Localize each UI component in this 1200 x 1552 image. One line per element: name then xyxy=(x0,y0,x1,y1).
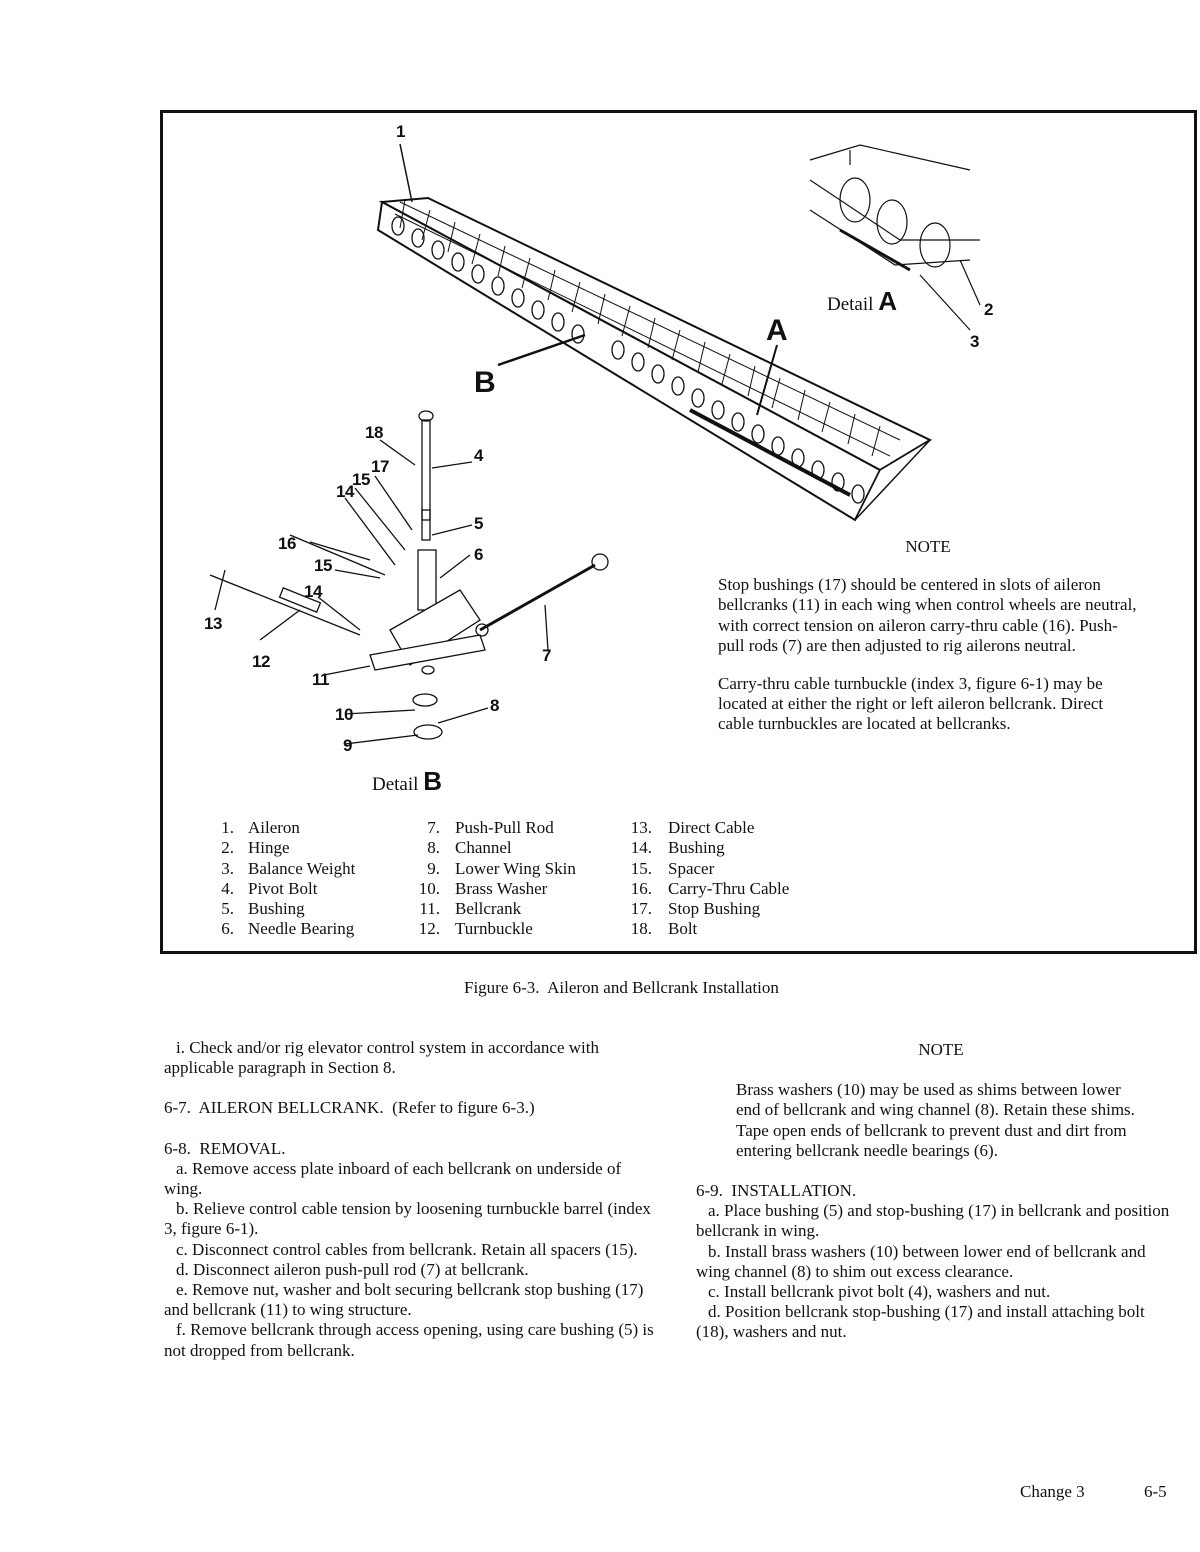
legend-item: 7. Push-Pull Rod xyxy=(427,818,554,837)
section-6-8-heading: 6-8. REMOVAL. xyxy=(164,1138,286,1158)
legend-item: 9. Lower Wing Skin xyxy=(427,858,576,878)
marker-b: B xyxy=(474,366,496,399)
callout-5: 5 xyxy=(474,514,483,533)
legend-item: 1. Aileron xyxy=(221,818,300,837)
legend-col-2 xyxy=(408,818,576,940)
legend-item: 13. Direct Cable xyxy=(630,818,755,837)
removal-step-a: a. Remove access plate inboard of each bellcrank on underside of wing. xyxy=(164,1158,622,1199)
callout-11: 11 xyxy=(312,670,329,689)
aileron-drawing xyxy=(378,198,930,520)
marker-a: A xyxy=(766,314,788,347)
callout-15a: 15 xyxy=(352,470,370,489)
figure-note xyxy=(718,537,1138,753)
note-heading: NOTE xyxy=(918,1040,964,1059)
legend-item: 10. Brass Washer xyxy=(418,878,548,898)
removal-step-c: c. Disconnect control cables from bellcrank. Retain all spacers (15). xyxy=(176,1239,638,1259)
detail-b-label: Detail B xyxy=(372,766,442,796)
legend-item: 18. Bolt xyxy=(630,919,698,939)
section-6-7-heading: 6-7. AILERON BELLCRANK. (Refer to figure 6-3.) xyxy=(164,1098,535,1118)
figure-caption: Figure 6-3. Aileron and Bellcrank Installation xyxy=(464,978,779,997)
legend-item: 5. Bushing xyxy=(221,899,305,919)
legend-item: 3. Balance Weight xyxy=(221,858,356,878)
callout-6: 6 xyxy=(474,545,483,564)
callout-13: 13 xyxy=(204,614,222,633)
callout-16: 16 xyxy=(278,534,296,553)
callout-3: 3 xyxy=(970,332,979,351)
callout-2: 2 xyxy=(984,300,993,319)
right-column xyxy=(696,1040,1176,1343)
figure-note-p1: Stop bushings (17) should be centered in slots of aileron bellcranks (11) in each wing when control wheels are neutral, with correct tension on aileron carry-thru cable (16). Push-pull rods (7) are then adjusted to rig ailerons neutral. xyxy=(718,575,1137,655)
callout-7: 7 xyxy=(542,646,551,665)
install-step-b: b. Install brass washers (10) between lower end of bellcrank and wing channel (8) to shim out excess clearance. xyxy=(696,1241,1146,1281)
legend-item: 2. Hinge xyxy=(221,838,290,858)
install-step-a: a. Place bushing (5) and stop-bushing (17) in bellcrank and position bellcrank in wing. xyxy=(696,1201,1170,1241)
figure-note-heading: NOTE xyxy=(905,537,951,556)
callout-14a: 14 xyxy=(336,482,354,501)
page-number: 6-5 xyxy=(1144,1482,1167,1501)
install-step-c: c. Install bellcrank pivot bolt (4), washers and nut. xyxy=(708,1282,1051,1302)
callout-9: 9 xyxy=(343,736,352,755)
detail-a-label: Detail A xyxy=(827,286,897,316)
removal-step-d: d. Disconnect aileron push-pull rod (7) at bellcrank. xyxy=(176,1259,529,1279)
callout-1: 1 xyxy=(396,122,405,141)
legend-item: 17. Stop Bushing xyxy=(630,899,761,919)
legend-item: 14. Bushing xyxy=(630,838,725,858)
legend-item: 16. Carry-Thru Cable xyxy=(630,878,790,898)
legend-item: 4. Pivot Bolt xyxy=(221,878,318,898)
callout-17: 17 xyxy=(371,457,389,476)
callout-14b: 14 xyxy=(304,582,322,601)
legend-item: 8. Channel xyxy=(427,838,512,858)
section-6-9-heading: 6-9. INSTALLATION. xyxy=(696,1181,857,1201)
legend-col-3 xyxy=(620,818,789,940)
legend-col-1 xyxy=(212,818,355,940)
step-i: i. Check and/or rig elevator control system in accordance with applicable paragraph in Section 8. xyxy=(164,1038,599,1078)
removal-step-f: f. Remove bellcrank through access opening, using care bushing (5) is not dropped from bellcrank. xyxy=(164,1320,654,1360)
legend-item: 11. Bellcrank xyxy=(419,899,522,919)
callout-8: 8 xyxy=(490,696,499,715)
legend-item: 15. Spacer xyxy=(630,858,715,878)
callout-10: 10 xyxy=(335,705,353,724)
figure-note-p2: Carry-thru cable turnbuckle (index 3, figure 6-1) may be located at either the right or left aileron bellcrank. Direct cable turnbuckles are located at bellcranks. xyxy=(718,674,1104,734)
callout-18: 18 xyxy=(365,423,383,442)
legend-item: 12. Turnbuckle xyxy=(418,919,533,939)
removal-step-b: b. Relieve control cable tension by loosening turnbuckle barrel (index 3, figure 6-1). xyxy=(164,1199,651,1239)
change-number: Change 3 xyxy=(1020,1482,1085,1501)
left-column xyxy=(164,1038,660,1361)
install-step-d: d. Position bellcrank stop-bushing (17) and install attaching bolt (18), washers and nut. xyxy=(696,1302,1145,1342)
note-text: Brass washers (10) may be used as shims between lower end of bellcrank and wing channel (8). Retain these shims. Tape open ends of bellcrank to prevent dust and dirt from entering bellcrank needle bearings (6). xyxy=(736,1080,1135,1160)
detail-b-drawing xyxy=(210,411,608,744)
callout-4: 4 xyxy=(474,446,483,465)
callout-15b: 15 xyxy=(314,556,332,575)
legend-item: 6. Needle Bearing xyxy=(221,919,355,939)
removal-step-e: e. Remove nut, washer and bolt securing bellcrank stop bushing (17) and bellcrank (11) to wing structure. xyxy=(164,1280,644,1320)
callout-12: 12 xyxy=(252,652,270,671)
